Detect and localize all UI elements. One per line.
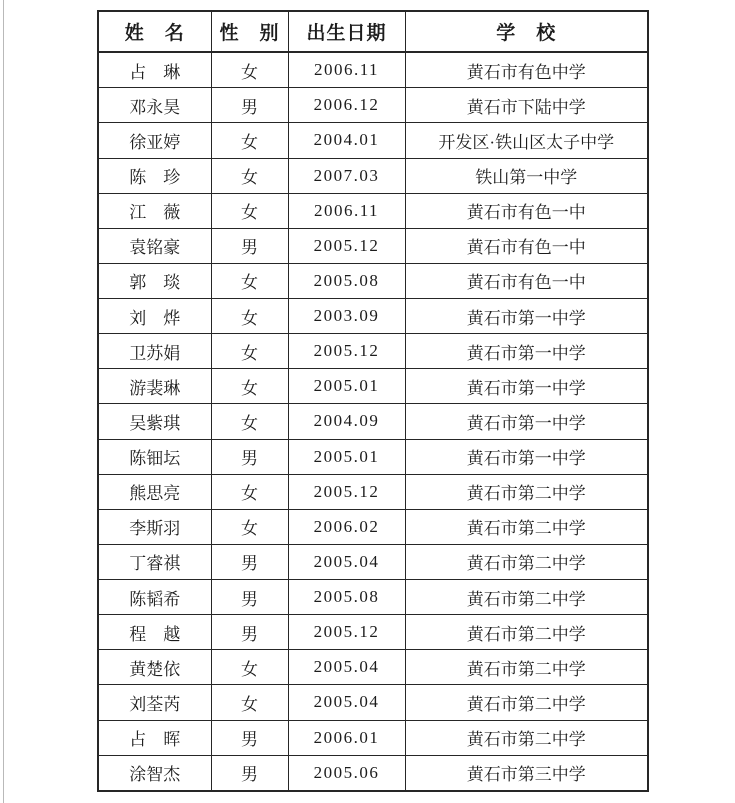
gender-cell: 男 (211, 439, 288, 474)
name-cell: 李斯羽 (98, 509, 211, 544)
table-row (98, 615, 648, 650)
dob-cell: 2005.04 (288, 685, 405, 720)
name-cell: 黄楚依 (98, 650, 211, 685)
name-cell: 占 晖 (98, 720, 211, 755)
gender-cell: 女 (211, 158, 288, 193)
col-header-name: 姓 名 (98, 11, 211, 52)
dob-cell: 2004.01 (288, 123, 405, 158)
name-cell: 陈 珍 (98, 158, 211, 193)
table-row (98, 474, 648, 509)
table-row (98, 685, 648, 720)
name-cell: 刘 烨 (98, 299, 211, 334)
gender-cell: 女 (211, 52, 288, 88)
school-cell: 黄石市第一中学 (405, 404, 648, 439)
table-header (98, 11, 648, 52)
gender-cell: 女 (211, 334, 288, 369)
dob-cell: 2005.08 (288, 263, 405, 298)
table-body (98, 52, 648, 791)
school-cell: 黄石市第二中学 (405, 650, 648, 685)
gender-cell: 女 (211, 509, 288, 544)
name-cell: 丁睿祺 (98, 544, 211, 579)
name-cell: 郭 琰 (98, 263, 211, 298)
school-cell: 黄石市第二中学 (405, 509, 648, 544)
table-row (98, 720, 648, 755)
gender-cell: 女 (211, 685, 288, 720)
school-cell: 黄石市第二中学 (405, 580, 648, 615)
dob-cell: 2006.11 (288, 52, 405, 88)
gender-cell: 女 (211, 404, 288, 439)
school-cell: 黄石市有色一中 (405, 193, 648, 228)
dob-cell: 2005.12 (288, 334, 405, 369)
dob-cell: 2005.06 (288, 755, 405, 791)
gender-cell: 男 (211, 720, 288, 755)
dob-cell: 2005.04 (288, 650, 405, 685)
table-row (98, 123, 648, 158)
school-cell: 黄石市第一中学 (405, 439, 648, 474)
school-cell: 黄石市第二中学 (405, 474, 648, 509)
name-cell: 卫苏娟 (98, 334, 211, 369)
gender-cell: 女 (211, 299, 288, 334)
col-header-school: 学 校 (405, 11, 648, 52)
dob-cell: 2005.12 (288, 228, 405, 263)
dob-cell: 2006.01 (288, 720, 405, 755)
school-cell: 黄石市有色一中 (405, 263, 648, 298)
table-row (98, 509, 648, 544)
school-cell: 黄石市第二中学 (405, 685, 648, 720)
table-row (98, 439, 648, 474)
dob-cell: 2003.09 (288, 299, 405, 334)
school-cell: 黄石市第三中学 (405, 755, 648, 791)
school-cell: 黄石市第二中学 (405, 720, 648, 755)
name-cell: 刘荃芮 (98, 685, 211, 720)
name-cell: 占 琳 (98, 52, 211, 88)
school-cell: 开发区·铁山区太子中学 (405, 123, 648, 158)
col-header-dob: 出生日期 (288, 11, 405, 52)
name-cell: 徐亚婷 (98, 123, 211, 158)
name-cell: 袁铭豪 (98, 228, 211, 263)
school-cell: 铁山第一中学 (405, 158, 648, 193)
table-row (98, 193, 648, 228)
students-table (97, 10, 649, 792)
school-cell: 黄石市第二中学 (405, 615, 648, 650)
col-header-gender: 性 别 (211, 11, 288, 52)
gender-cell: 男 (211, 580, 288, 615)
school-cell: 黄石市第二中学 (405, 544, 648, 579)
table-row (98, 88, 648, 123)
dob-cell: 2005.12 (288, 615, 405, 650)
gender-cell: 女 (211, 123, 288, 158)
gender-cell: 女 (211, 193, 288, 228)
name-cell: 江 薇 (98, 193, 211, 228)
table-row (98, 263, 648, 298)
page-edge-line (3, 0, 4, 803)
school-cell: 黄石市第一中学 (405, 334, 648, 369)
dob-cell: 2006.11 (288, 193, 405, 228)
dob-cell: 2005.04 (288, 544, 405, 579)
name-cell: 程 越 (98, 615, 211, 650)
gender-cell: 女 (211, 263, 288, 298)
name-cell: 涂智杰 (98, 755, 211, 791)
table-row (98, 404, 648, 439)
dob-cell: 2007.03 (288, 158, 405, 193)
gender-cell: 女 (211, 369, 288, 404)
dob-cell: 2005.01 (288, 369, 405, 404)
table-row (98, 544, 648, 579)
header-row (98, 11, 648, 52)
table-row (98, 650, 648, 685)
name-cell: 陈钿坛 (98, 439, 211, 474)
school-cell: 黄石市有色中学 (405, 52, 648, 88)
name-cell: 游裴琳 (98, 369, 211, 404)
table-row (98, 158, 648, 193)
dob-cell: 2005.08 (288, 580, 405, 615)
table-row (98, 369, 648, 404)
gender-cell: 男 (211, 228, 288, 263)
name-cell: 吴紫琪 (98, 404, 211, 439)
school-cell: 黄石市第一中学 (405, 299, 648, 334)
table-row (98, 299, 648, 334)
gender-cell: 男 (211, 544, 288, 579)
gender-cell: 女 (211, 474, 288, 509)
name-cell: 陈韬希 (98, 580, 211, 615)
table-row (98, 755, 648, 791)
school-cell: 黄石市有色一中 (405, 228, 648, 263)
gender-cell: 男 (211, 615, 288, 650)
dob-cell: 2006.02 (288, 509, 405, 544)
gender-cell: 男 (211, 755, 288, 791)
table-row (98, 52, 648, 88)
table-row (98, 580, 648, 615)
school-cell: 黄石市下陆中学 (405, 88, 648, 123)
table-row (98, 334, 648, 369)
gender-cell: 男 (211, 88, 288, 123)
dob-cell: 2005.12 (288, 474, 405, 509)
dob-cell: 2004.09 (288, 404, 405, 439)
school-cell: 黄石市第一中学 (405, 369, 648, 404)
dob-cell: 2005.01 (288, 439, 405, 474)
dob-cell: 2006.12 (288, 88, 405, 123)
table-row (98, 228, 648, 263)
name-cell: 熊思亮 (98, 474, 211, 509)
name-cell: 邓永昊 (98, 88, 211, 123)
gender-cell: 女 (211, 650, 288, 685)
